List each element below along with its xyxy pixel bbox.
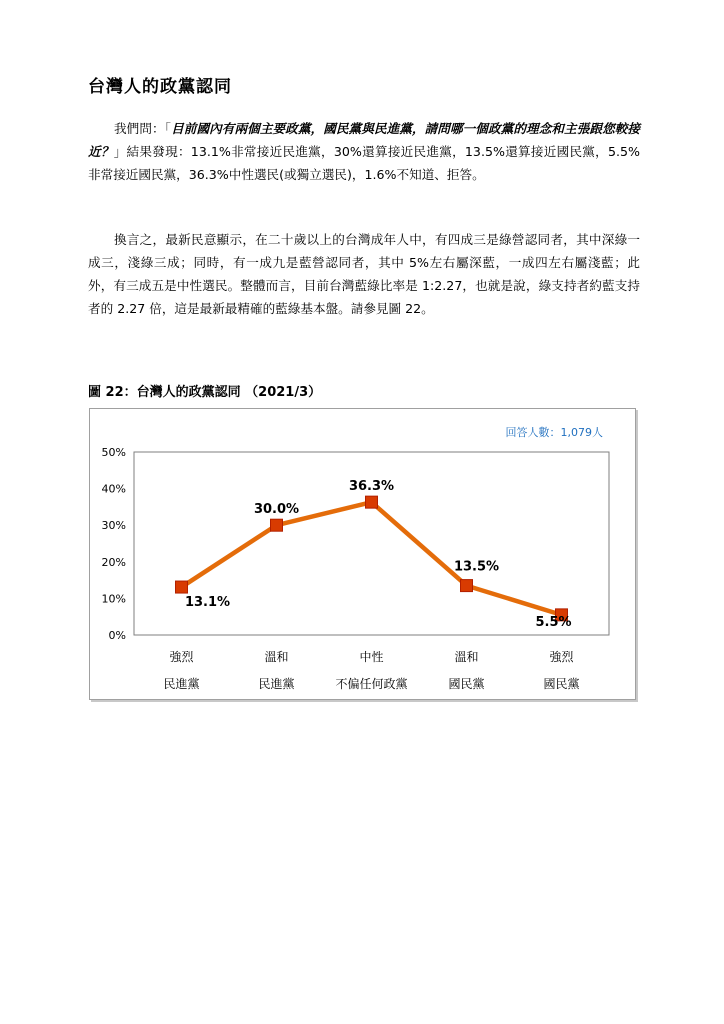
x-category-label: 中性	[359, 650, 384, 664]
data-label: 36.3%	[348, 479, 395, 495]
x-category-label: 溫和	[264, 650, 289, 664]
paragraph-summary: 換言之，最新民意顯示，在二十歲以上的台灣成年人中，有四成三是綠營認同者，其中深綠一成三，淺綠三成；同時，有一成九是藍營認同者，其中 5%左右屬深藍，一成四左右屬淺藍；此外，有三成五是中性選民。整體而言，目前台灣藍綠比率是 1:2.27，也就是說，綠支持者約藍支持者的 2.27 倍，這是最新最精確的藍綠基本盤。請參見圖 22。	[88, 232, 640, 316]
party-identification-chart	[90, 409, 637, 701]
data-point-marker	[176, 581, 188, 593]
page-title: 台灣人的政黨認同	[88, 77, 232, 97]
chart-frame	[89, 408, 636, 700]
x-category-label: 溫和	[454, 650, 479, 664]
data-point-marker	[271, 519, 283, 531]
y-tick-label: 30%	[101, 519, 126, 533]
figure-caption-date: （2021/3）	[245, 385, 322, 400]
data-label: 30.0%	[253, 502, 300, 518]
y-tick-label: 10%	[101, 592, 126, 606]
figure-caption	[88, 381, 321, 400]
data-label: 5.5%	[535, 614, 572, 630]
x-category-label: 強烈	[549, 650, 574, 664]
respondent-count-note: 回答人數：1,079人	[505, 426, 603, 439]
y-tick-label: 0%	[108, 629, 126, 642]
y-tick-label: 40%	[101, 482, 126, 496]
paragraph-question	[88, 117, 640, 186]
x-category-label: 民進黨	[163, 677, 200, 691]
x-category-label: 民進黨	[258, 677, 295, 691]
series-line	[182, 502, 562, 615]
y-tick-label: 20%	[101, 555, 126, 569]
data-label: 13.5%	[453, 559, 500, 575]
data-label: 13.1%	[184, 595, 231, 611]
y-tick-label: 50%	[101, 446, 126, 459]
x-category-label: 國民黨	[543, 677, 580, 691]
paragraph-result: 」結果發現：13.1%非常接近民進黨，30%還算接近民進黨，13.5%還算接近國民黨，5.5%非常接近國民黨，36.3%中性選民(或獨立選民)，1.6%不知道、拒答。	[88, 144, 640, 182]
x-category-label: 強烈	[169, 650, 194, 664]
survey-question: 目前國內有兩個主要政黨，國民黨與民進黨，請問哪一個政黨的理念和主張跟您較接近？	[88, 121, 641, 159]
x-category-label: 國民黨	[448, 677, 485, 691]
x-category-label: 不偏任何政黨	[335, 677, 408, 691]
figure-caption-label: 圖 22：台灣人的政黨認同	[88, 385, 241, 400]
paragraph-lead: 我們問：「	[114, 121, 172, 136]
data-point-marker	[461, 580, 473, 592]
data-point-marker	[366, 496, 378, 508]
